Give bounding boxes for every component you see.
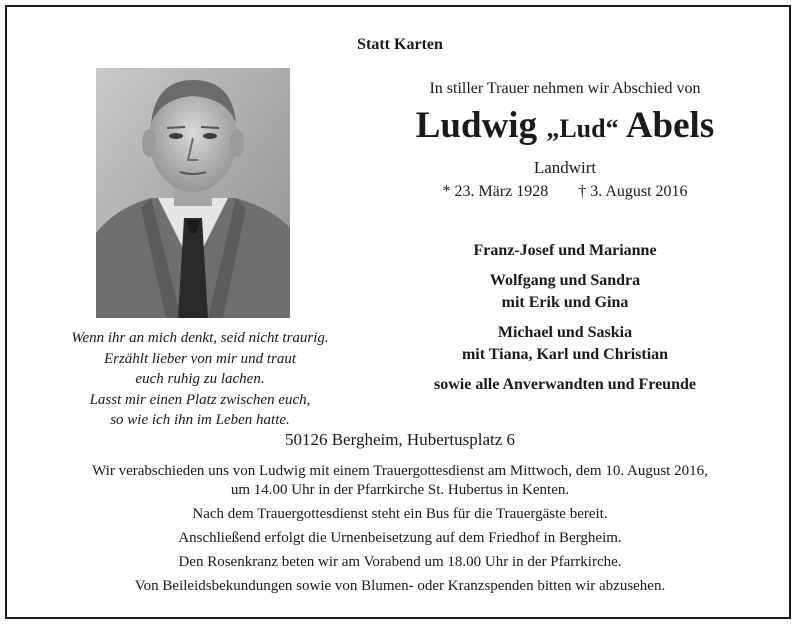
mourner-line: Wolfgang und Sandra (489, 272, 641, 289)
address: 50126 Bergheim, Hubertusplatz 6 (284, 430, 516, 449)
memorial-quote (40, 328, 360, 431)
header-title: Statt Karten (357, 36, 443, 53)
mourner-line: Franz-Josef und Marianne (473, 242, 657, 259)
info-paragraph: Den Rosenkranz beten wir am Vorabend um 18.00 Uhr in der Pfarrkirche. (178, 554, 622, 570)
info-paragraph: Anschließend erfolgt die Urnenbeisetzung auf dem Friedhof in Bergheim. (178, 530, 622, 546)
quote-line: Lasst mir einen Platz zwischen euch, (89, 391, 311, 408)
quote-line: euch ruhig zu lachen. (135, 371, 265, 387)
quote-line: Erzählt lieber von mir und traut (103, 350, 297, 367)
mourner-group (390, 374, 740, 396)
info-line: Wir verabschieden uns von Ludwig mit einem Trauergottesdienst am Mittwoch, dem 10. August 2016, (92, 463, 708, 479)
info-line: um 14.00 Uhr in der Pfarrkirche St. Hubertus in Kenten. (230, 482, 570, 498)
name-nickname: „Lud“ (546, 114, 619, 143)
life-dates (400, 183, 730, 201)
info-paragraph: Nach dem Trauergottesdienst steht ein Bus für die Trauergäste bereit. (192, 506, 608, 522)
name-last: Abels (625, 105, 715, 146)
deceased-name (380, 104, 750, 151)
service-info (30, 462, 770, 601)
death-date: † 3. August 2016 (578, 183, 688, 200)
mourners-list (390, 240, 740, 404)
portrait-image (96, 68, 290, 318)
quote-line: Wenn ihr an mich denkt, seid nicht traurig. (71, 330, 329, 346)
name-first: Ludwig (415, 105, 538, 146)
info-paragraph (30, 462, 770, 500)
mourner-line: mit Erik und Gina (501, 294, 629, 311)
quote-line: so wie ich ihn im Leben hatte. (110, 412, 290, 428)
portrait-photo (96, 68, 290, 318)
mourner-line: mit Tiana, Karl und Christian (461, 346, 669, 363)
occupation: Landwirt (533, 158, 597, 177)
mourner-line: Michael und Saskia (497, 324, 633, 341)
mourner-group (390, 240, 740, 262)
mourner-group (390, 270, 740, 314)
mourner-line: sowie alle Anverwandten und Freunde (434, 376, 696, 393)
mourner-group (390, 322, 740, 366)
info-paragraph: Von Beileidsbekundungen sowie von Blumen- oder Kranzspenden bitten wir abzusehen. (134, 578, 666, 594)
intro-text: In stiller Trauer nehmen wir Abschied von (429, 80, 701, 97)
birth-date: * 23. März 1928 (442, 183, 549, 200)
